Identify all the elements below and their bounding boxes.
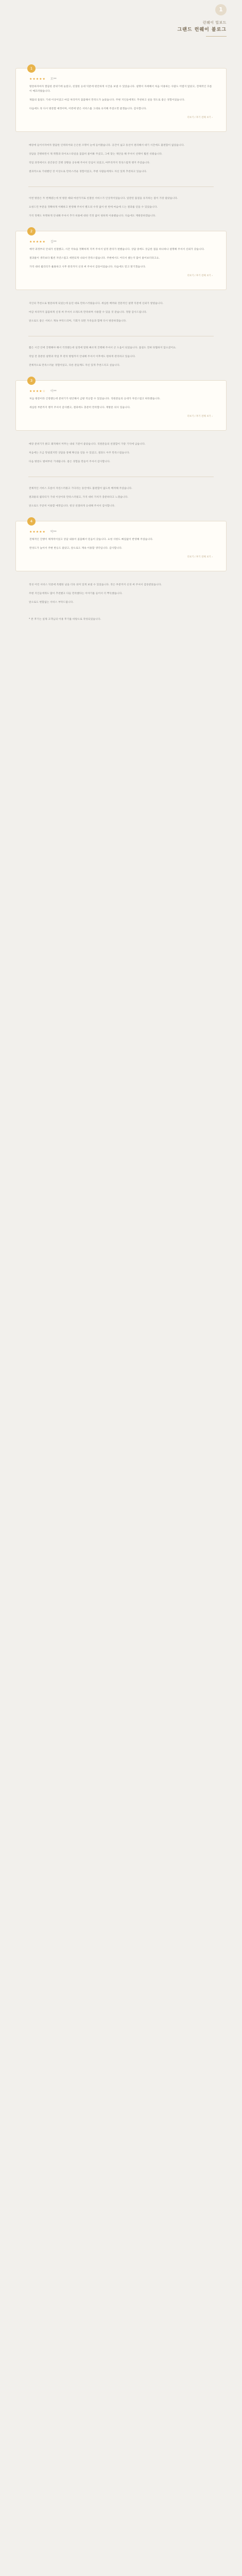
header-kicker: 런웨이 빌보드: [202, 21, 227, 25]
body-text: 마감 처리까지 꼼꼼하게 신경 써 주셔서 오래도록 만족하며 사용할 수 있을 것 같습니다. 정말 감사드립니다.: [29, 311, 147, 314]
stars-icon: ★★★★★: [29, 240, 46, 244]
star-rating: [29, 77, 213, 81]
read-more-link[interactable]: 더보기 / 후기 전체 보기 ›: [187, 275, 213, 277]
review-text: 완성도가 높아서 주변 반응도 좋았고, 앞으로도 계속 이용할 생각입니다. 감사합니다.: [29, 547, 123, 550]
review-badge: 2: [27, 227, 36, 235]
review-badge: 3: [27, 377, 36, 385]
reviewer-name: 박**: [50, 530, 57, 534]
body-text: 결과물의 퀄리티가 기대 이상이라 만족스러웠고, 가격 대비 가치가 충분하다고 느꼈습니다.: [29, 496, 129, 499]
review-text: 세심한 부분까지 챙겨 주셔서 감사했고, 결과에도 충분히 만족합니다. 재방문 의사 있습니다.: [29, 406, 131, 409]
header: [0, 0, 242, 68]
text-section: [29, 583, 213, 605]
star-rating: [29, 240, 213, 244]
body-text: 매장에 들어서자마자 깔끔한 인테리어와 은은한 조명이 눈에 들어왔습니다. 공간이 넓고 동선이 편리해서 대기 시간에도 불편함이 없었습니다.: [29, 144, 185, 147]
text-section: [29, 196, 213, 218]
body-text: 처음에는 조금 망설였지만 상담을 통해 확신을 얻을 수 있었고, 결과도 아주 만족스럽습니다.: [29, 452, 130, 454]
stars-icon: ★★★★★: [29, 530, 46, 534]
review-text: 처음 방문이라 긴장했는데 분위기가 편안해서 금방 적응할 수 있었습니다. 직원분들의 응대가 자연스럽고 따뜻했습니다.: [29, 398, 161, 400]
review-text: 가격 대비 퀄리티가 훌륭하고 사후 관리까지 신경 써 주셔서 감동이었습니다. 다음에도 믿고 맡기겠습니다.: [29, 266, 146, 268]
review-card: [15, 380, 227, 431]
review-card: [15, 231, 227, 290]
footer-note: * 본 후기는 실제 고객님의 이용 후기를 바탕으로 작성되었습니다.: [29, 618, 101, 621]
review-text: 결과물이 생각보다 훨씬 자연스럽고 세련되게 나와서 만족스럽습니다. 주변에서도 어디서 했는지 많이 물어보더라고요.: [29, 257, 160, 260]
body-text: 전체적으로 만족스러운 경험이었고, 다른 분들께도 자신 있게 추천드리고 싶습니다.: [29, 364, 120, 367]
body-text: 앞으로도 꾸준히 이용할 예정입니다. 항상 친절하게 응대해 주셔서 감사합니다.: [29, 505, 115, 507]
body-text: 요청드린 부분을 정확하게 이해하고 반영해 주셔서 별도의 수정 없이 한 번에 마음에 드는 결과를 얻을 수 있었습니다.: [29, 206, 158, 209]
body-text: 앞으로도 변함없는 서비스 부탁드립니다.: [29, 601, 74, 604]
body-text: 다음 방문도 벌써부터 기대됩니다. 좋은 경험을 만들어 주셔서 감사합니다.: [29, 461, 111, 463]
page-title: 그랜드 런웨이 블로그: [177, 27, 227, 32]
body-text: 결과적으로 기대했던 것 이상으로 만족스러운 경험이었고, 주변 사람들에게도 자신 있게 추천하고 있습니다.: [29, 171, 147, 173]
review-text: 예약 과정부터 안내가 친절했고, 시간 약속을 정확하게 지켜 주셔서 일정 관리가 편했습니다. 상담 중에도 궁금한 점을 하나하나 설명해 주셔서 신뢰가 갔습니다.: [29, 248, 205, 251]
review-text: 전체적인 진행이 체계적이었고 상담 내용이 꼼꼼해서 믿음이 갔습니다. 요청 사항도 빠짐없이 반영해 주셨습니다.: [29, 538, 153, 541]
body-text: 정성 어린 서비스 덕분에 특별한 날을 더욱 의미 있게 보낼 수 있었습니다. 작은 부분까지 신경 써 주셔서 감동받았습니다.: [29, 584, 162, 586]
review-badge: 1: [27, 64, 36, 73]
body-text: 작업 과정에서도 중간중간 진행 상황을 공유해 주셔서 안심이 되었고, 마무리까지 정성스럽게 챙겨 주셨습니다.: [29, 162, 150, 164]
text-section: [29, 346, 213, 368]
body-text: 가격 정책도 투명하게 안내해 주셔서 추가 비용에 대한 걱정 없이 편하게 이용했습니다. 다음에도 재방문하겠습니다.: [29, 215, 156, 217]
read-more-link[interactable]: 더보기 / 후기 전체 보기 ›: [187, 415, 213, 418]
body-text: 이번 방문은 두 번째였는데 첫 방문 때와 마찬가지로 친절한 서비스가 인상적이었습니다. 일관된 품질을 유지하는 점이 가장 좋았습니다.: [29, 197, 178, 200]
text-section: [29, 486, 213, 509]
body-text: 매장 분위기가 밝고 쾌적해서 머무는 내내 기분이 좋았습니다. 직원분들의 친절함이 가장 기억에 남습니다.: [29, 443, 146, 446]
body-text: 지인의 추천으로 방문하게 되었는데 듣던 대로 만족스러웠습니다. 세심한 배려와 전문적인 설명 덕분에 신뢰가 쌓였습니다.: [29, 302, 164, 305]
stars-icon: ★★★★★: [29, 77, 46, 81]
body-text: 전체적인 서비스 흐름이 자연스러웠고 기다리는 동안에도 불편함이 없도록 배려해 주셨습니다.: [29, 487, 132, 490]
review-card: [15, 521, 227, 571]
reviewer-name: 이**: [50, 389, 57, 393]
footer: [29, 617, 213, 622]
reviewer-name: 모**: [50, 77, 57, 81]
review-badge: 4: [27, 517, 36, 526]
review-text: 다음에도 꼭 다시 방문할 예정이며, 이번에 받은 서비스를 그대로 유지해 주셨으면 좋겠습니다. 감사합니다.: [29, 108, 147, 110]
stars-icon: ★★★★☆: [29, 389, 46, 393]
review-text: 방문하자마자 깔끔한 분위기에 놀랐고, 친절한 응대 덕분에 편안하게 시간을 보낼 수 있었습니다. 설명이 자세해서 처음 이용하는 사람도 어렵지 않았고, 전체적인 흐름이 매끄러웠습니다.: [29, 86, 212, 93]
star-rating: [29, 530, 213, 534]
reviewer-name: 김**: [50, 240, 57, 244]
review-text: 제품의 품질도 기대 이상이었고 마감 처리까지 꼼꼼해서 만족도가 높았습니다. 주변 지인들에게도 추천하고 싶을 정도로 좋은 경험이었습니다.: [29, 99, 185, 101]
star-rating: [29, 389, 213, 394]
body-text: 주변 지인들에게도 많이 추천했고 다들 만족했다는 이야기를 들어서 더 뿌듯했습니다.: [29, 592, 123, 595]
body-text: 앞으로도 좋은 서비스 계속 부탁드리며, 기회가 되면 가족들과 함께 다시 방문하겠습니다.: [29, 320, 127, 323]
text-section: [29, 301, 213, 324]
body-text: 상담을 진행하면서 제 취향과 라이프스타일을 꼼꼼히 물어봐 주셨고, 그에 맞는 제안을 해 주셔서 선택이 훨씬 쉬웠습니다.: [29, 153, 163, 156]
section-number-badge: 1: [215, 4, 227, 15]
text-section: [29, 442, 213, 464]
text-section: [29, 143, 213, 174]
read-more-link[interactable]: 더보기 / 후기 전체 보기 ›: [187, 556, 213, 558]
header-divider: [206, 36, 227, 37]
body-text: 작업 전 충분한 설명과 작업 후 관리 방법까지 안내해 주셔서 이후에도 편하게 관리하고 있습니다.: [29, 355, 136, 358]
review-card: [15, 68, 227, 132]
read-more-link[interactable]: 더보기 / 후기 전체 보기 ›: [187, 116, 213, 119]
body-text: 짧은 시간 안에 진행해야 해서 걱정했는데 일정에 맞춰 빠르게 진행해 주셔서 큰 도움이 되었습니다. 품질도 전혀 타협하지 않으셨어요.: [29, 347, 177, 349]
